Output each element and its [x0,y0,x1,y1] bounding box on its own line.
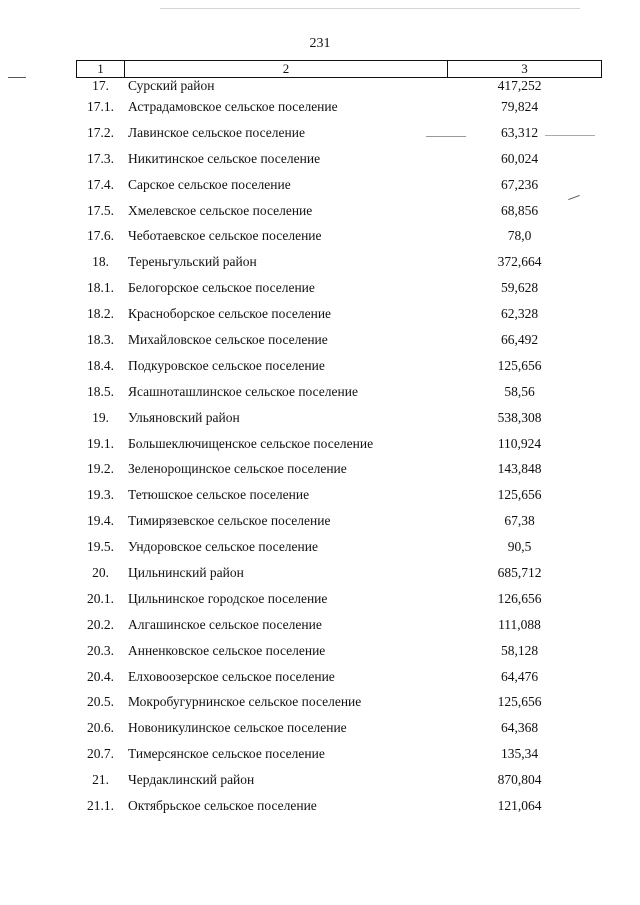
row-value: 126,656 [497,590,542,606]
table-row [76,534,602,560]
table-row [76,120,602,146]
table-row [76,249,602,275]
row-name: Зеленорощинское сельское поселение [128,461,347,477]
row-number: 21. [92,772,109,788]
row-value: 78,0 [507,228,532,244]
row-name: Белогорское сельское поселение [128,280,315,296]
table-row [76,586,602,612]
header-col-2: 2 [125,61,448,77]
row-name: Тимирязевское сельское поселение [128,513,331,529]
row-name: Чеботаевское сельское поселение [128,228,322,244]
row-value: 538,308 [497,409,542,425]
row-value: 58,56 [504,383,535,399]
table-row [76,327,602,353]
table-body [76,78,602,819]
row-name: Ульяновский район [128,409,240,425]
table-row [76,664,602,690]
row-name: Большеключищенское сельское поселение [128,435,374,451]
row-value: 67,236 [500,176,539,192]
row-number: 18.2. [87,306,114,322]
row-number: 19.4. [87,513,114,529]
row-name: Хмелевское сельское поселение [128,202,313,218]
table-row [76,405,602,431]
row-value: 63,312 [500,124,539,140]
row-number: 20.6. [87,720,114,736]
row-value: 90,5 [507,539,532,555]
row-name: Октябрьское сельское поселение [128,797,317,813]
row-name: Никитинское сельское поселение [128,150,321,166]
header-col-1: 1 [77,61,125,77]
row-name: Тетюшское сельское поселение [128,487,310,503]
table-row [76,94,602,120]
row-value: 417,252 [497,78,542,93]
scan-mark [426,136,466,137]
row-value: 372,664 [497,254,542,270]
row-value: 66,492 [500,331,539,347]
row-name: Цильнинское городское поселение [128,590,328,606]
row-name: Алгашинское сельское поселение [128,616,322,632]
table-row [76,353,602,379]
row-number: 17.2. [87,124,114,140]
row-value: 67,38 [504,513,535,529]
row-number: 17.4. [87,176,114,192]
row-number: 17. [92,78,109,93]
row-value: 143,848 [497,461,542,477]
table-row [76,172,602,198]
table-row [76,223,602,249]
row-value: 79,824 [500,98,539,114]
row-value: 110,924 [497,435,542,451]
row-value: 111,088 [498,616,541,632]
row-name: Подкуровское сельское поселение [128,357,325,373]
row-name: Тимерсянское сельское поселение [128,746,325,762]
row-number: 20.2. [87,616,114,632]
row-name: Ясашноташлинское сельское поселение [128,383,358,399]
table-row [76,715,602,741]
row-value: 68,856 [500,202,539,218]
header-col-3: 3 [521,61,528,76]
row-value: 62,328 [500,306,539,322]
row-number: 19.5. [87,539,114,555]
row-number: 20.7. [87,746,114,762]
row-number: 17.3. [87,150,114,166]
row-number: 19. [92,409,109,425]
row-number: 21.1. [87,797,114,813]
row-number: 17.5. [87,202,114,218]
row-name: Чердаклинский район [128,772,255,788]
scan-mark [545,135,595,136]
row-name: Михайловское сельское поселение [128,331,328,347]
table-row [76,689,602,715]
row-number: 17.1. [87,98,114,114]
row-value: 125,656 [497,357,542,373]
table-row [76,508,602,534]
row-value: 58,128 [500,642,539,658]
table-row [76,146,602,172]
row-value: 870,804 [497,772,542,788]
row-number: 20.1. [87,590,114,606]
table-header [76,60,602,78]
row-value: 59,628 [500,280,539,296]
row-number: 19.2. [87,461,114,477]
table-row [76,560,602,586]
row-name: Красноборское сельское поселение [128,306,332,322]
row-value: 64,368 [500,720,539,736]
row-value: 125,656 [497,694,542,710]
table-row [76,612,602,638]
row-number: 18.4. [87,357,114,373]
row-value: 685,712 [497,564,542,580]
row-name: Тереньгульский район [128,254,257,270]
table-row [76,638,602,664]
row-name: Елховоозерское сельское поселение [128,668,335,684]
table-row [76,379,602,405]
row-name: Новоникулинское сельское поселение [128,720,347,736]
table-row [76,767,602,793]
row-number: 20.4. [87,668,114,684]
table-row [76,482,602,508]
row-value: 64,476 [500,668,539,684]
row-number: 20.3. [87,642,114,658]
scan-mark [160,8,580,9]
row-value: 125,656 [497,487,542,503]
row-name: Сурский район [128,78,215,93]
row-name: Анненковское сельское поселение [128,642,326,658]
row-name: Ундоровское сельское поселение [128,539,318,555]
data-table [76,60,602,819]
table-row [76,741,602,767]
row-name: Цильнинский район [128,564,244,580]
table-row [76,198,602,224]
row-number: 20. [92,564,109,580]
table-row [76,793,602,819]
row-number: 17.6. [87,228,114,244]
scan-mark [8,77,26,78]
table-row [76,275,602,301]
row-number: 18.1. [87,280,114,296]
row-value: 121,064 [497,797,542,813]
table-row [76,431,602,457]
row-number: 18.5. [87,383,114,399]
row-value: 60,024 [500,150,539,166]
page-number: 231 [309,36,331,51]
row-number: 20.5. [87,694,114,710]
row-name: Астрадамовское сельское поселение [128,98,338,114]
row-value: 135,34 [500,746,539,762]
row-number: 18. [92,254,109,270]
table-row [76,78,602,94]
row-number: 19.1. [87,435,114,451]
table-row [76,301,602,327]
row-name: Сарское сельское поселение [128,176,291,192]
row-name: Мокробугурнинское сельское поселение [128,694,362,710]
row-name: Лавинское сельское поселение [128,124,305,140]
row-number: 19.3. [87,487,114,503]
row-number: 18.3. [87,331,114,347]
table-row [76,456,602,482]
